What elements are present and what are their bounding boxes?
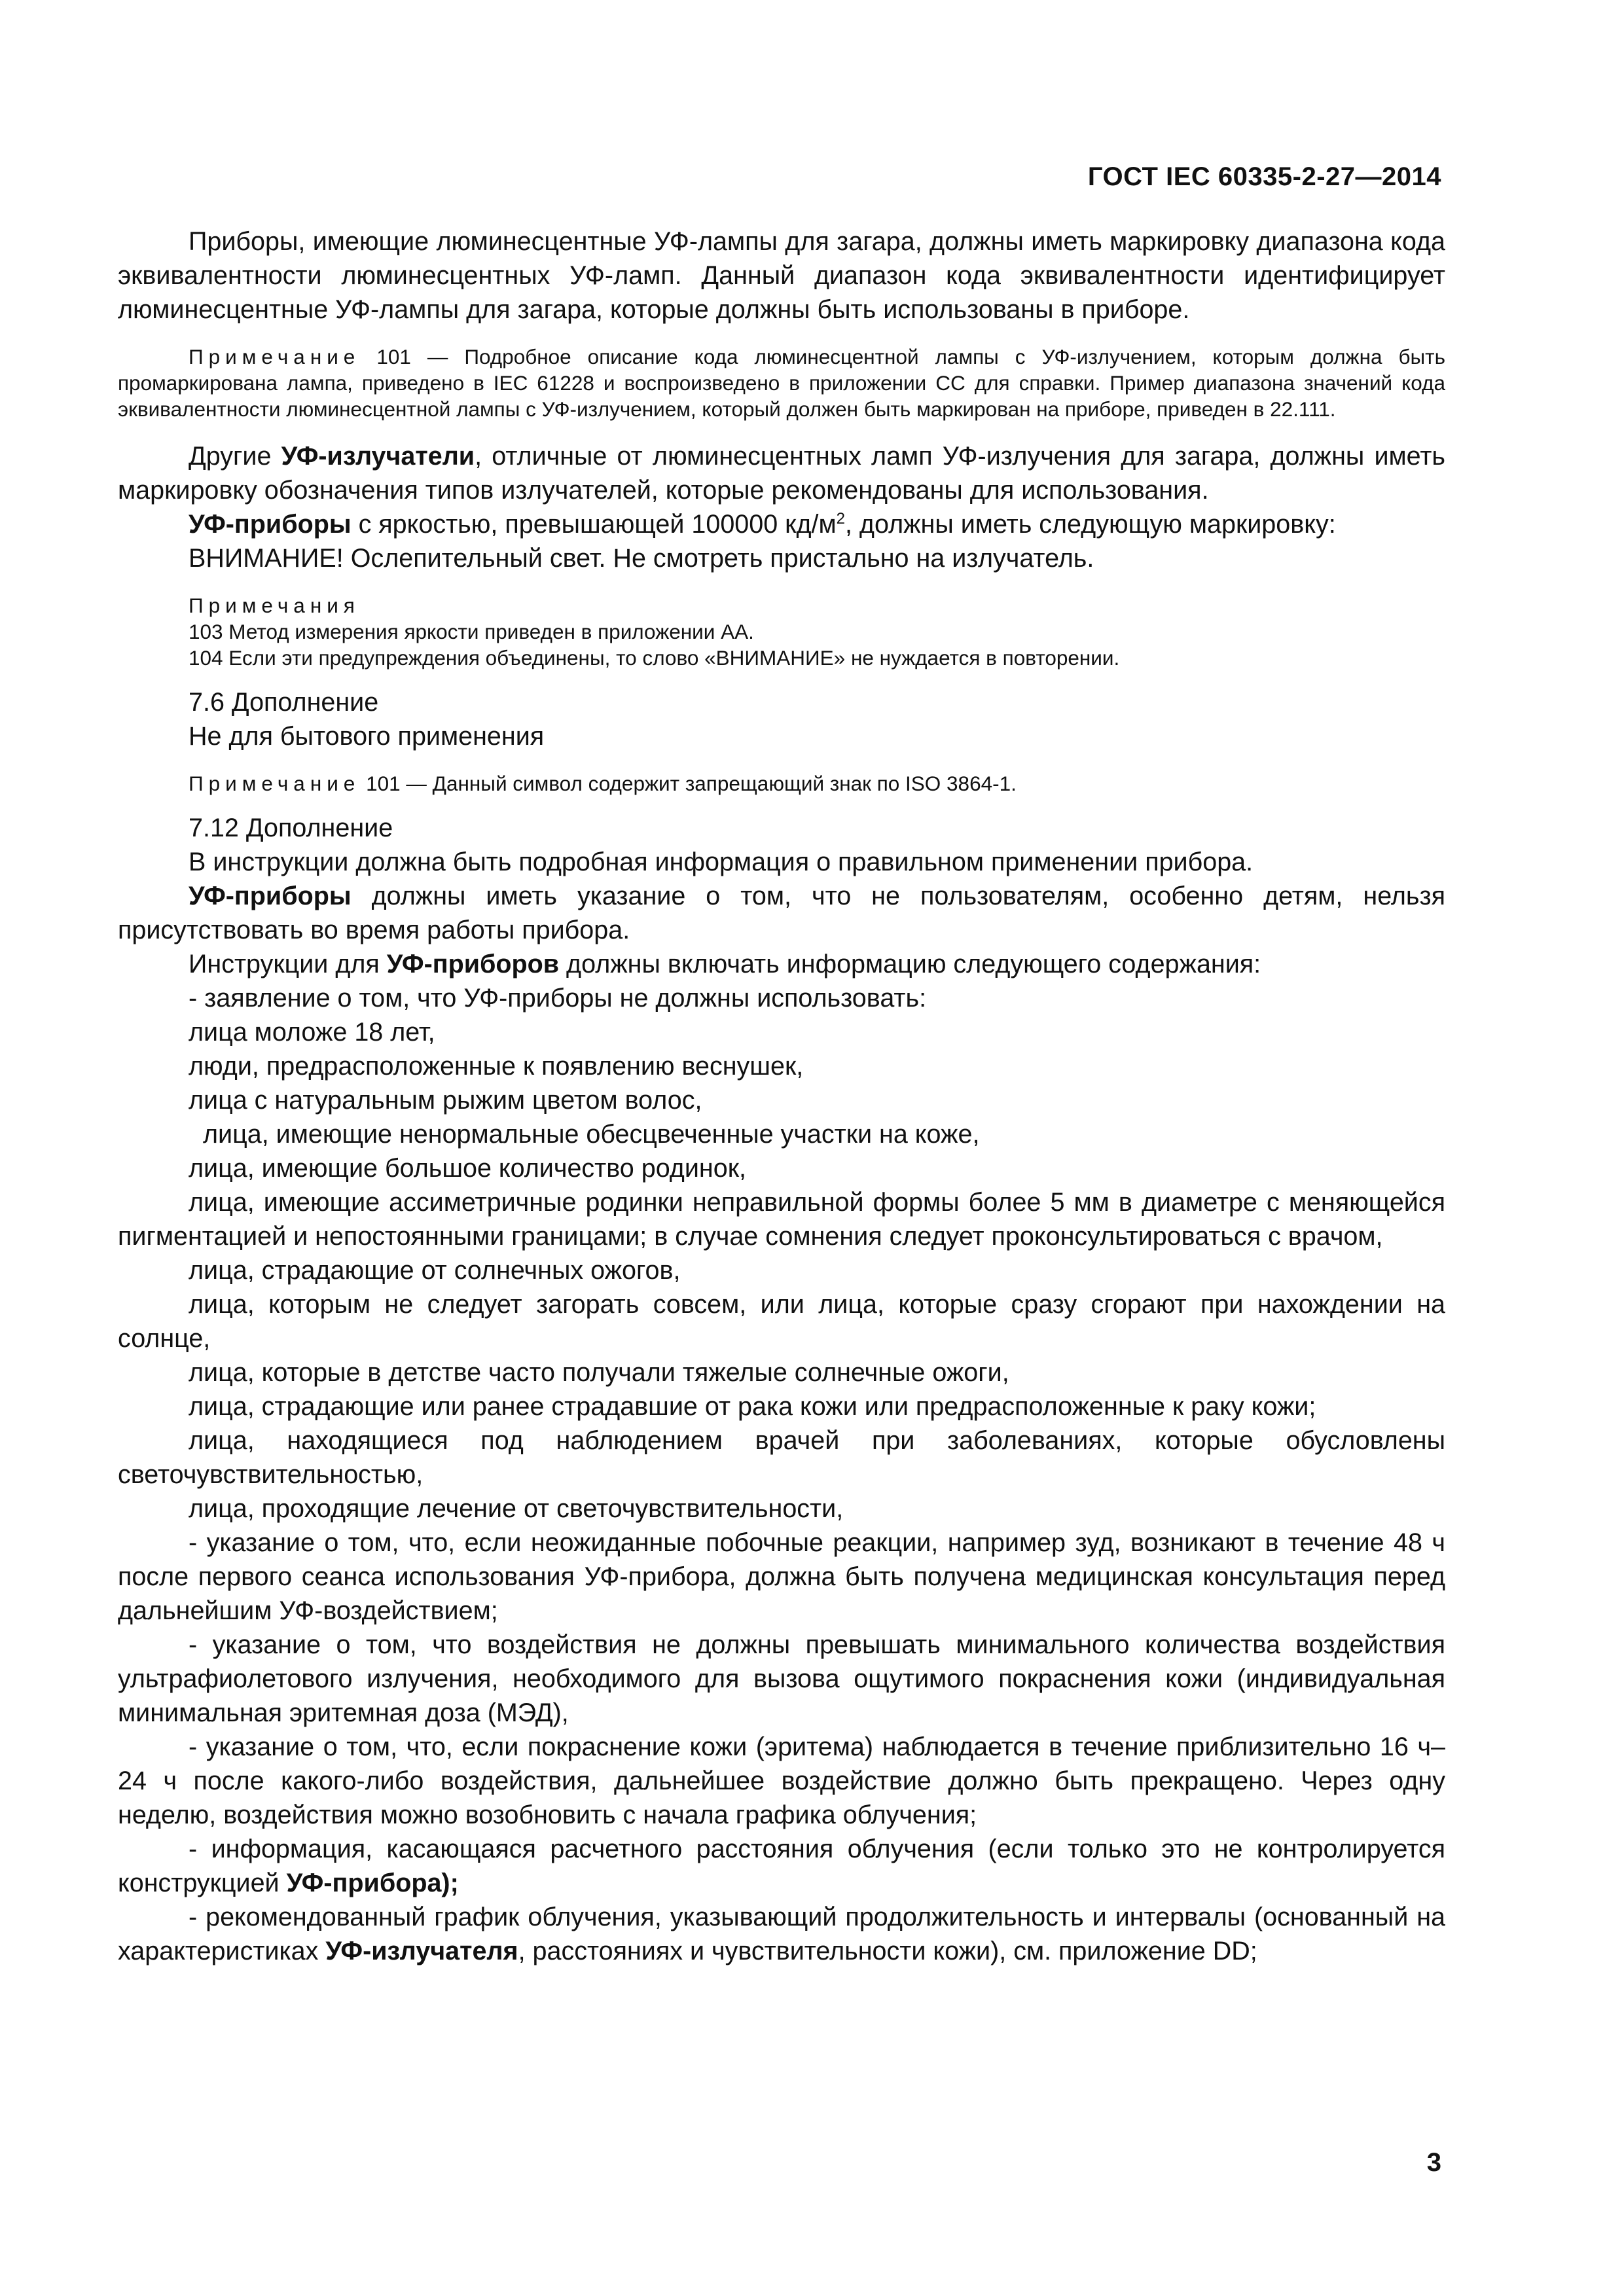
section-7-6-text: Не для бытового применения [189,722,545,751]
list-item: лица моложе 18 лет, [189,1018,435,1047]
paragraph-instructions: Инструкции для УФ-приборов должны включать информацию следующего содержания: [189,950,1261,978]
section-7-12-text: В инструкции должна быть подробная информация о правильном применении прибора. [189,848,1254,876]
list-item: лица, имеющие большое количество родинок, [189,1154,746,1183]
list-item: - информация, касающаяся расчетного расстояния облучения (если только это не контролируется конструкцией УФ-прибора); [118,1835,1445,1897]
section-7-6-heading: 7.6 Дополнение [189,688,379,717]
list-item: - рекомендованный график облучения, указывающий продолжительность и интервалы (основанный на характеристиках УФ-излучателя, расстояниях и чувствительности кожи), см. приложение DD; [118,1903,1445,1965]
list-item: люди, предрасположенные к появлению веснушек, [189,1052,804,1081]
page-number: 3 [1426,2148,1441,2177]
term-uv-appliances: УФ-приборы [189,510,352,539]
list-item: лица, имеющие ненормальные обесцвеченные участки на коже, [203,1120,980,1149]
list-item: лица, страдающие или ранее страдавшие от рака кожи или предрасположенные к раку кожи; [189,1392,1316,1421]
list-item: лица, которые в детстве часто получали тяжелые солнечные ожоги, [189,1358,1009,1387]
section-7-12-heading: 7.12 Дополнение [189,814,393,842]
notes-label: Примечания [189,594,360,617]
list-item: - указание о том, что воздействия не должны превышать минимального количества воздействия ультрафиолетового излучения, необходимого для вызова ощутимого покраснения кожи (индивидуальная минимальная эритемная доза (МЭД), [118,1630,1445,1727]
list-item: лица, проходящие лечение от светочувствительности, [189,1494,844,1523]
list-item: лица, которым не следует загорать совсем, или лица, которые сразу сгорают при нахождении на солнце, [118,1290,1445,1353]
list-item: лица, находящиеся под наблюдением врачей при заболеваниях, которые обусловлены светочувствительностью, [118,1426,1445,1489]
list-item: - указание о том, что, если покраснение кожи (эритема) наблюдается в течение приблизительно 16 ч–24 ч после какого-либо воздействия, дальнейшее воздействие должно быть прекращено. Через одну неделю, воздействия можно возобновить с начала графика облучения; [118,1732,1445,1829]
note-label: Примечание [189,345,361,368]
note-101-lamp-code [118,344,1445,422]
list-item: - указание о том, что, если неожиданные побочные реакции, например зуд, возникают в течение 48 ч после первого сеанса использования УФ-прибора, должна быть получена медицинская консультация перед дальнейшим УФ-воздействием; [118,1528,1445,1625]
note-text: 101 — Подробное описание кода люминесцентной лампы с УФ-излучением, которым должна быть промаркирована лампа, приведено в IEC 61228 и воспроизведено в приложении CC для справки. Пример диапазона значений кода эквивалентности люминесцентной лампы с УФ-излучением, который должен быть маркирован на приборе, приведен в 22.111. [118,345,1445,421]
list-item: лица с натуральным рыжим цветом волос, [189,1086,702,1115]
term-uv-emitters: УФ-излучатели [281,442,475,471]
paragraph-marking-lamps: Приборы, имеющие люминесцентные УФ-лампы для загара, должны иметь маркировку диапазона кода эквивалентности люминесцентных УФ-ламп. Данный диапазон кода эквивалентности идентифицирует люминесцентные УФ-лампы для загара, которые должны быть использованы в приборе. [118,227,1445,324]
note-104: 104 Если эти предупреждения объединены, то слово «ВНИМАНИЕ» не нуждается в повторении. [189,646,1120,670]
paragraph-other-emitters: Другие УФ-излучатели, отличные от люминесцентных ламп УФ-излучения для загара, должны иметь маркировку обозначения типов излучателей, которые рекомендованы для использования. [118,442,1445,505]
paragraph-non-users: УФ-приборы должны иметь указание о том, что не пользователям, особенно детям, нельзя присутствовать во время работы прибора. [118,882,1445,944]
list-item: лица, страдающие от солнечных ожогов, [189,1256,681,1285]
note-101-symbol: Примечание 101 — Данный символ содержит запрещающий знак по ISO 3864-1. [189,772,1017,795]
standard-header: ГОСТ IEC 60335-2-27—2014 [1087,162,1441,191]
list-item: - заявление о том, что УФ-приборы не должны использовать: [189,984,927,1013]
page-body [118,224,1445,1968]
note-103: 103 Метод измерения яркости приведен в приложении AA. [189,620,754,643]
list-item: лица, имеющие ассиметричные родинки неправильной формы более 5 мм в диаметре с меняющейся пигментацией и непостоянными границами; в случае сомнения следует проконсультироваться с врачом, [118,1188,1445,1251]
warning-text: ВНИМАНИЕ! Ослепительный свет. Не смотреть пристально на излучатель. [189,544,1094,573]
paragraph-brightness: УФ-приборы с яркостью, превышающей 100000 $кд/м^2$, должны иметь следующую маркировку: [189,509,1336,539]
